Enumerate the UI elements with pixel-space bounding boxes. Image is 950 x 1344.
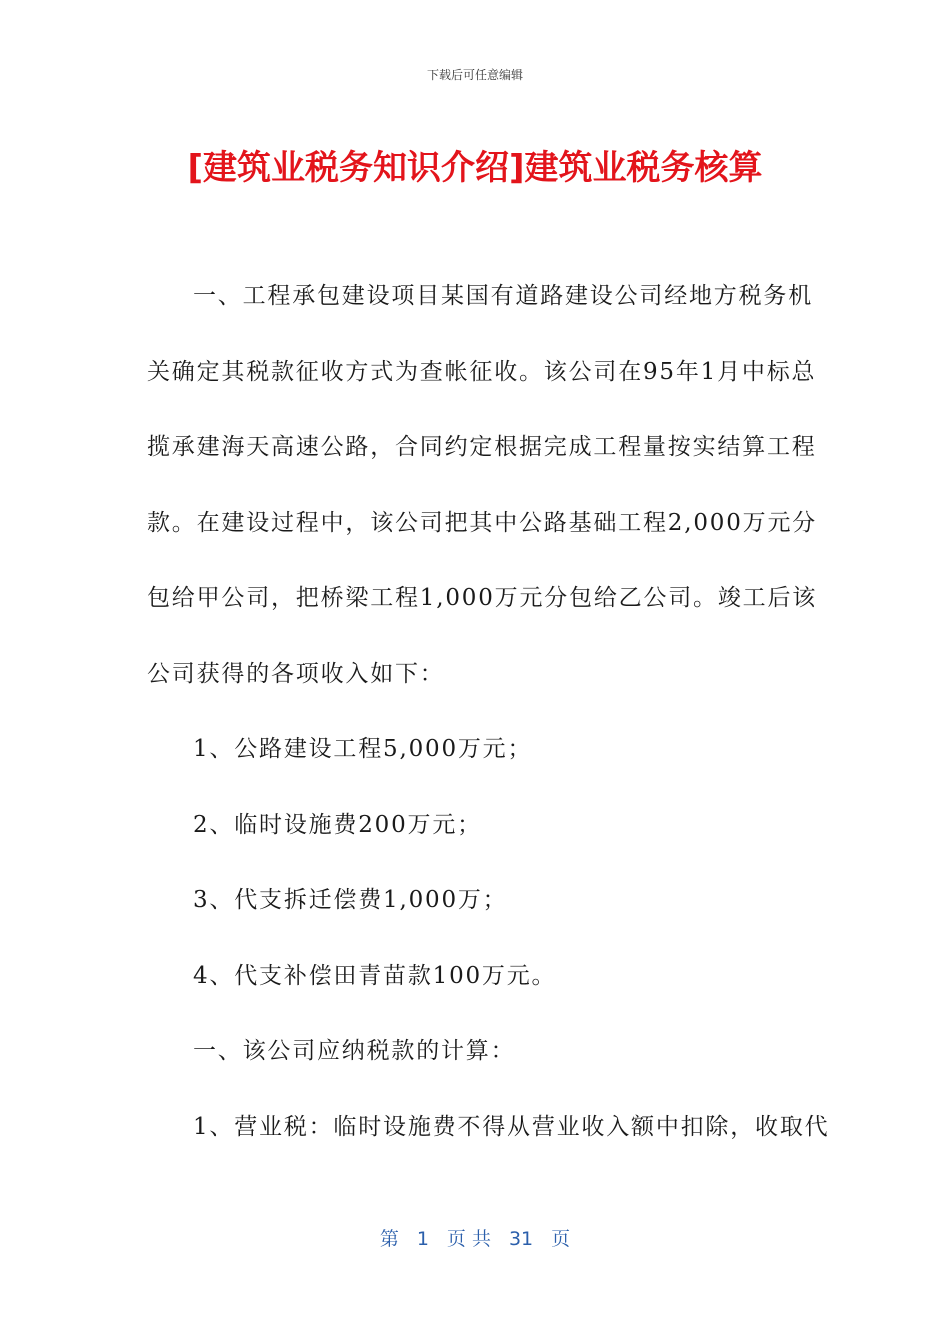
body-line: 款。在建设过程中，该公司把其中公路基础工程2,000万元分: [147, 509, 818, 536]
footer-page-total: 31: [508, 1228, 534, 1250]
body-line: 4、代支补偿田青苗款100万元。: [193, 962, 557, 989]
body-line: 2、临时设施费200万元；: [193, 811, 482, 838]
body-line: 1、公路建设工程5,000万元；: [193, 736, 533, 762]
body-line: 3、代支拆迁偿费1,000万；: [193, 887, 508, 913]
footer-page-middle: 页 共: [446, 1228, 491, 1250]
body-line: 1、营业税：临时设施费不得从营业收入额中扣除，收取代: [193, 1113, 830, 1140]
footer-page-suffix: 页: [551, 1228, 571, 1250]
body-line: 揽承建海天高速公路，合同约定根据完成工程量按实结算工程: [147, 434, 817, 460]
body-line: 一、该公司应纳税款的计算：: [193, 1038, 516, 1064]
footer-page-number: 1: [416, 1228, 429, 1250]
footer-page-prefix: 第: [379, 1228, 399, 1250]
body-line: 公司获得的各项收入如下：: [147, 660, 445, 687]
document-body: [147, 270, 830, 1176]
body-line: 关确定其税款征收方式为查帐征收。该公司在95年1月中标总: [147, 358, 817, 385]
header-note: 下载后可任意编辑: [426, 68, 523, 82]
body-line: 一、工程承包建设项目某国有道路建设公司经地方税务机: [193, 283, 813, 309]
document-title: [建筑业税务知识介绍]建筑业税务核算: [187, 148, 763, 188]
body-line: 包给甲公司，把桥梁工程1,000万元分包给乙公司。竣工后该: [147, 585, 818, 611]
page-footer: [0, 1224, 950, 1251]
